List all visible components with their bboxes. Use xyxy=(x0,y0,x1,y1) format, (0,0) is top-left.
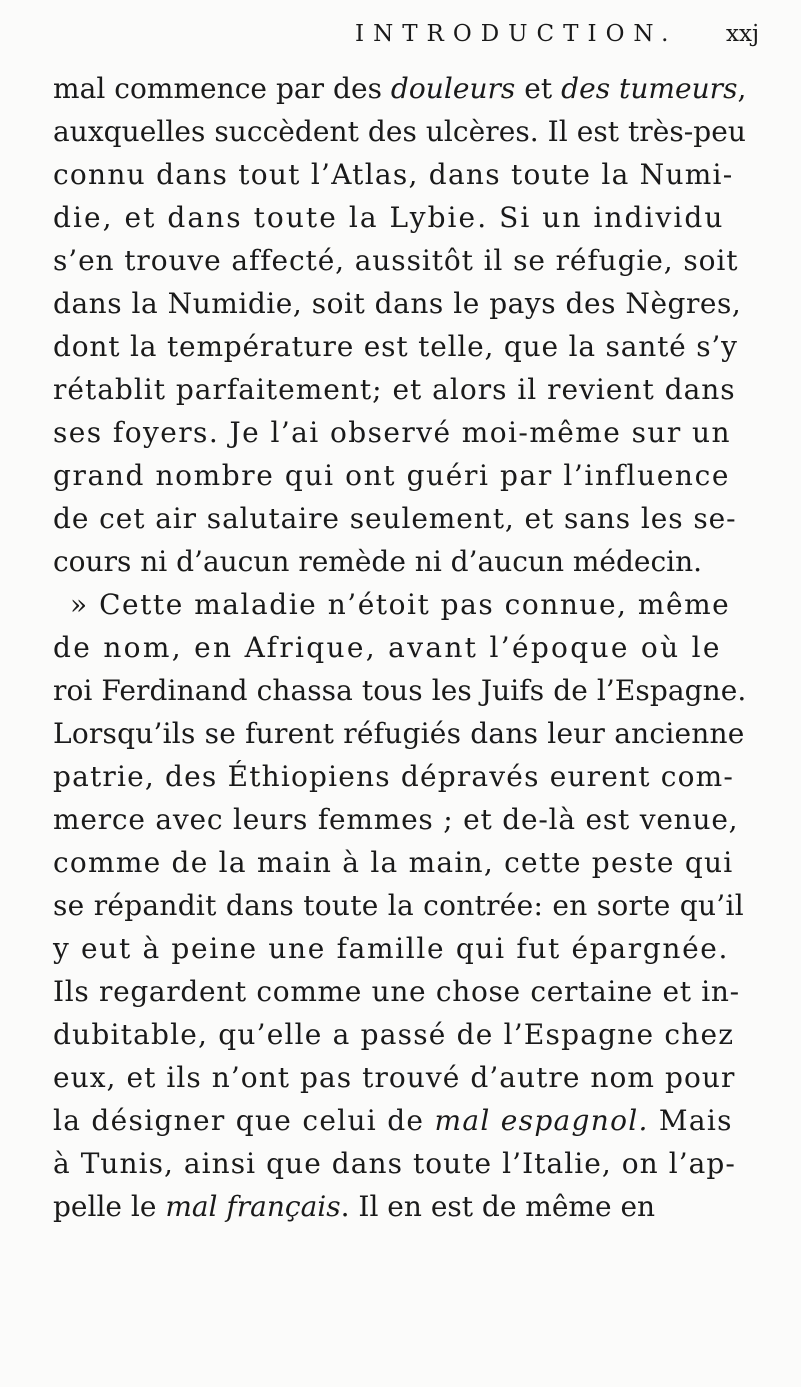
text-line-14 xyxy=(53,625,722,670)
line-segment: ses foyers. Je l’ai observé moi-même sur un xyxy=(53,416,731,449)
line-segment: grand nombre qui ont guéri par l’influence xyxy=(53,459,731,492)
text-line-18 xyxy=(53,797,738,842)
line-segment: y eut à peine une famille qui fut épargnée. xyxy=(53,932,730,965)
text-line-4 xyxy=(53,195,725,240)
text-line-6 xyxy=(53,281,741,326)
line-segment: à Tunis, ainsi que dans toute l’Italie, on l’ap- xyxy=(53,1147,736,1180)
text-line-24 xyxy=(53,1055,735,1100)
running-title: INTRODUCTION. xyxy=(355,21,678,47)
line-segment: mal commence par des xyxy=(53,72,391,105)
text-line-17 xyxy=(53,754,734,799)
text-line-21 xyxy=(53,926,729,971)
line-segment-italic: mal espagnol. xyxy=(434,1104,649,1137)
running-head xyxy=(0,14,801,54)
line-segment: dans la Numidie, soit dans le pays des Nègres, xyxy=(53,287,742,320)
line-segment: patrie, des Éthiopiens dépravés eurent com- xyxy=(53,760,735,793)
line-segment-italic: douleurs xyxy=(390,72,516,105)
line-segment: Ils regardent comme une chose certaine et in- xyxy=(53,975,740,1008)
text-line-16 xyxy=(53,711,745,756)
line-segment: dubitable, qu’elle a passé de l’Espagne chez xyxy=(53,1018,735,1051)
line-segment: cours ni d’aucun remède ni d’aucun médecin. xyxy=(53,545,703,578)
text-line-25 xyxy=(53,1098,733,1143)
line-segment: et xyxy=(515,72,562,105)
line-segment: dont la température est telle, que la santé s’y xyxy=(53,330,738,363)
text-line-2 xyxy=(53,109,746,154)
line-segment: Mais xyxy=(648,1104,733,1137)
text-line-5 xyxy=(53,238,738,283)
line-segment: de nom, en Afrique, avant l’époque où le xyxy=(53,631,722,664)
line-segment: de cet air salutaire seulement, et sans les se- xyxy=(53,502,737,535)
text-line-15 xyxy=(53,668,746,713)
line-segment: roi Ferdinand chassa tous les Juifs de l’Espagne. xyxy=(53,674,747,707)
line-segment: die, et dans toute la Lybie. Si un individu xyxy=(53,201,725,234)
text-line-3 xyxy=(53,152,733,197)
text-line-22 xyxy=(53,969,740,1014)
page-number: xxj xyxy=(726,21,760,47)
line-segment: » Cette maladie n’étoit pas connue, même xyxy=(70,588,731,621)
line-segment-italic: des tumeurs xyxy=(561,72,738,105)
text-line-23 xyxy=(53,1012,734,1057)
text-line-9 xyxy=(53,410,731,455)
line-segment: . Il en est de même en xyxy=(340,1190,656,1223)
line-segment: la désigner que celui de xyxy=(53,1104,435,1137)
line-segment: Lorsqu’ils se furent réfugiés dans leur ancienne xyxy=(53,717,745,750)
text-line-13 xyxy=(70,582,730,627)
line-segment: connu dans tout l’Atlas, dans toute la Numi- xyxy=(53,158,734,191)
text-line-27 xyxy=(53,1184,655,1229)
text-line-19 xyxy=(53,840,733,885)
line-segment: rétablit parfaitement; et alors il revient dans xyxy=(53,373,736,406)
text-line-11 xyxy=(53,496,737,541)
line-segment-italic: mal français xyxy=(165,1190,341,1223)
text-line-12 xyxy=(53,539,702,584)
line-segment: comme de la main à la main, cette peste qui xyxy=(53,846,734,879)
line-segment: auxquelles succèdent des ulcères. Il est très-peu xyxy=(53,115,746,148)
line-segment: , xyxy=(737,72,747,105)
line-segment: se répandit dans toute la contrée: en sorte qu’il xyxy=(53,889,744,922)
line-segment: s’en trouve affecté, aussitôt il se réfugie, soit xyxy=(53,244,739,277)
line-segment: eux, et ils n’ont pas trouvé d’autre nom pour xyxy=(53,1061,736,1094)
text-line-20 xyxy=(53,883,744,928)
text-line-26 xyxy=(53,1141,736,1186)
text-line-7 xyxy=(53,324,738,369)
line-segment: merce avec leurs femmes ; et de-là est venue, xyxy=(53,803,739,836)
text-line-1 xyxy=(53,66,746,111)
text-line-8 xyxy=(53,367,736,412)
text-line-10 xyxy=(53,453,730,498)
line-segment: pelle le xyxy=(53,1190,166,1223)
